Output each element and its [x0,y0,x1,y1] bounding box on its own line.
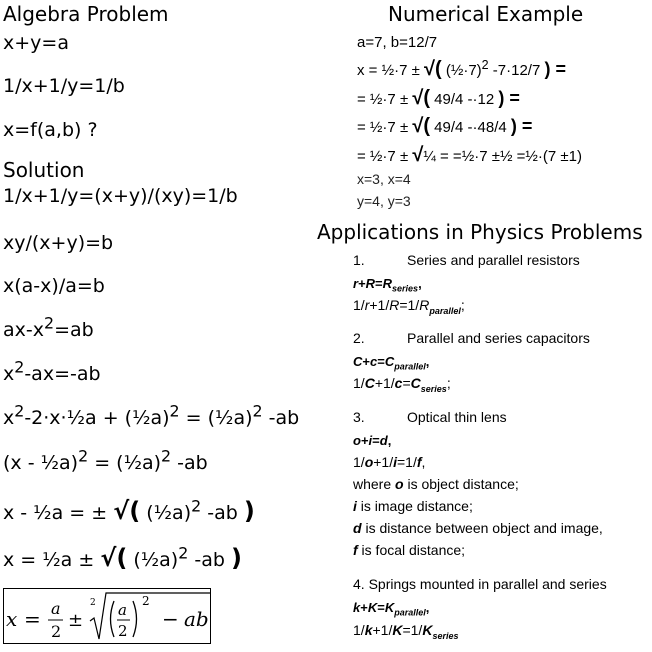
inner-numerator: a [118,601,127,619]
solution-title: Solution [3,158,85,182]
step-9-part: -ab [188,549,231,571]
step-6-part: -ab [262,407,300,429]
solution-step-1: 1/x+1/y=(x+y)/(xy)=1/b [3,185,238,207]
solution-step-2: xy/(x+y)=b [3,232,114,254]
step-4-part: =ab [54,319,94,341]
t: series [392,283,419,294]
n1-part: -7·12/7 [488,62,545,79]
t: parallel [394,607,426,618]
step-4-part: ax-x [3,319,44,341]
step-6-part: -2·x·½a + (½a) [24,407,170,429]
t: C [364,375,375,391]
step-6-exp: 2 [14,401,25,421]
app2-line-2 [353,375,451,394]
t: d [353,520,362,536]
app1-line-2 [353,297,465,316]
t: C [353,354,363,369]
app1-number: 1. [353,252,365,268]
n1-close: ) = [544,59,567,79]
step-5-part: x [3,363,15,385]
t: + [360,433,369,448]
formula-numerator: a [51,599,61,618]
n2-part: 49/4 -·12 [429,91,499,108]
t: c [369,354,378,369]
step-6-part: x [3,407,15,429]
step-8-part: x - ½a = ± [3,502,114,524]
t: = [375,276,383,291]
app3-line-2 [353,455,425,469]
t: + [358,276,366,291]
sqrt-symbol: √( [100,544,128,572]
t: is image distance; [356,498,473,514]
formula-plus-minus: ± [68,610,84,631]
formula-minus: − [162,607,179,631]
t: f [353,542,358,558]
given-values: a=7, b=12/7 [357,34,438,51]
left-paren [111,601,115,637]
t: c [394,375,403,391]
solution-step-4 [3,313,94,341]
step-8-part: -ab [201,502,244,524]
sqrt-symbol: √( [412,87,430,109]
numerical-example-title: Numerical Example [388,2,584,26]
t: , [425,600,430,615]
app1-line-1 [353,276,422,294]
t: = [372,433,380,448]
t: 1/ [353,622,365,638]
n1-part: (½·7) [441,62,482,79]
step-4-exp: 2 [44,313,55,333]
n1-part: x = ½·7 ± [357,62,425,79]
step-5-exp: 2 [14,357,25,377]
n2-part: = ½·7 ± [357,91,413,108]
formula-exponent: 2 [142,594,150,608]
app3-line-4 [353,499,473,513]
close-paren: ) [230,544,242,572]
t: r [353,276,359,291]
result-x: x=3, x=4 [357,171,411,187]
step-7-exp: 2 [161,446,172,466]
numeric-step-1 [357,59,566,79]
t: = [377,600,385,615]
final-formula [4,589,210,643]
t: 1/ [353,297,365,313]
right-paren [133,601,137,637]
n3-close: ) = [510,116,533,136]
app3-number: 3. [353,409,365,425]
t: o [353,433,361,448]
t: k [364,622,373,638]
app3-line-1 [353,434,391,447]
numeric-step-4 [357,145,582,165]
question-line: x=f(a,b) ? [3,119,98,141]
t: C [410,375,421,391]
t: C [384,354,395,369]
solution-step-3: x(a-x)/a=b [3,275,105,297]
app4-title: 4. Springs mounted in parallel and series [353,576,607,592]
equation-reciprocal: 1/x+1/y=1/b [3,75,125,97]
t: o [395,476,404,492]
step-9-part: (½a) [127,549,179,571]
t: ; [460,297,465,313]
t: =1/ [399,297,420,313]
step-9-exp: 2 [178,543,189,563]
t: d [379,433,388,448]
t: K [422,622,433,638]
t: R [365,276,376,291]
t: =1/ [397,454,417,470]
applications-title: Applications in Physics Problems [317,220,643,244]
formula-equals: = [24,607,41,631]
app3-line-6 [353,543,465,557]
solution-step-7 [3,446,208,474]
algebra-problem-title: Algebra Problem [3,2,169,26]
t: is distance between object and image, [361,520,603,536]
app4-line-1 [353,600,430,618]
n4-part: ¼ = =½·7 ±½ =½·(7 ±1) [423,148,582,165]
solution-step-6 [3,401,300,429]
numeric-step-3 [357,116,532,136]
solution-step-9 [3,543,242,572]
t: 1/ [353,375,365,391]
step-5-part: -ax=-ab [24,363,101,385]
t: =1/ [402,622,423,638]
formula-x: x [6,607,18,631]
t: is focal distance; [357,542,466,558]
step-6-exp: 2 [169,401,180,421]
app2-number: 2. [353,330,365,346]
t: where [353,476,396,492]
step-8-part: (½a) [140,502,192,524]
sqrt-symbol: √( [412,115,430,137]
step-6-part: = (½a) [179,407,253,429]
close-paren: ) [243,497,255,525]
step-6-exp: 2 [252,401,263,421]
app2-title: Parallel and series capacitors [407,330,590,346]
app2-line-1 [353,354,430,372]
formula-ab: ab [184,607,209,631]
sqrt-symbol: √( [113,497,141,525]
t: ; [446,375,451,391]
sqrt-symbol: √ [412,144,424,166]
app1-title: Series and parallel resistors [407,252,580,268]
t: K [392,622,403,638]
app3-line-3 [353,477,519,491]
n1-exp: 2 [481,58,489,72]
n3-part: 49/4 -·48/4 [429,119,511,136]
solution-step-8 [3,496,255,525]
result-y: y=4, y=3 [357,193,411,209]
t: R [419,297,430,313]
t: + [360,600,368,615]
n4-part: = ½·7 ± [357,148,413,165]
t: parallel [394,361,426,372]
n3-part: = ½·7 ± [357,119,413,136]
t: = [402,375,411,391]
t: i [393,454,397,470]
t: +1/ [373,454,394,470]
n2-close: ) = [498,88,520,108]
step-7-exp: 2 [78,446,89,466]
t: K [384,600,395,615]
t: 1/ [353,454,365,470]
app3-title: Optical thin lens [407,409,507,425]
t: series [432,630,459,641]
t: i [353,498,357,514]
t: , [421,454,426,470]
step-9-part: x = ½a ± [3,549,101,571]
step-8-exp: 2 [191,496,202,516]
step-7-part: -ab [171,452,208,474]
t: f [416,454,422,470]
app3-line-5 [353,521,603,535]
t: +1/ [372,622,393,638]
t: o [364,454,374,470]
t: r [364,297,370,313]
t: , [425,354,430,369]
t: parallel [429,305,461,316]
t: K [367,600,378,615]
t: +1/ [369,297,390,313]
t: + [362,354,370,369]
solution-step-5 [3,357,101,385]
radical-index: 2 [90,598,96,608]
step-7-part: = (½a) [88,452,162,474]
numeric-step-2 [357,88,520,108]
t: , [387,433,392,448]
t: +1/ [374,375,395,391]
formula-denominator: 2 [51,622,62,641]
inner-denominator: 2 [118,622,128,640]
t: = [377,354,385,369]
t: is object distance; [403,476,519,492]
step-7-part: (x - ½a) [3,452,79,474]
t: , [418,276,422,291]
t: R [389,297,400,313]
equation-sum: x+y=a [3,32,69,54]
t: i [368,433,373,448]
sqrt-symbol: √( [424,58,442,80]
final-formula-box [3,588,211,644]
app4-line-2 [353,622,459,641]
t: series [420,383,447,394]
t: R [382,276,393,291]
t: k [353,600,361,615]
